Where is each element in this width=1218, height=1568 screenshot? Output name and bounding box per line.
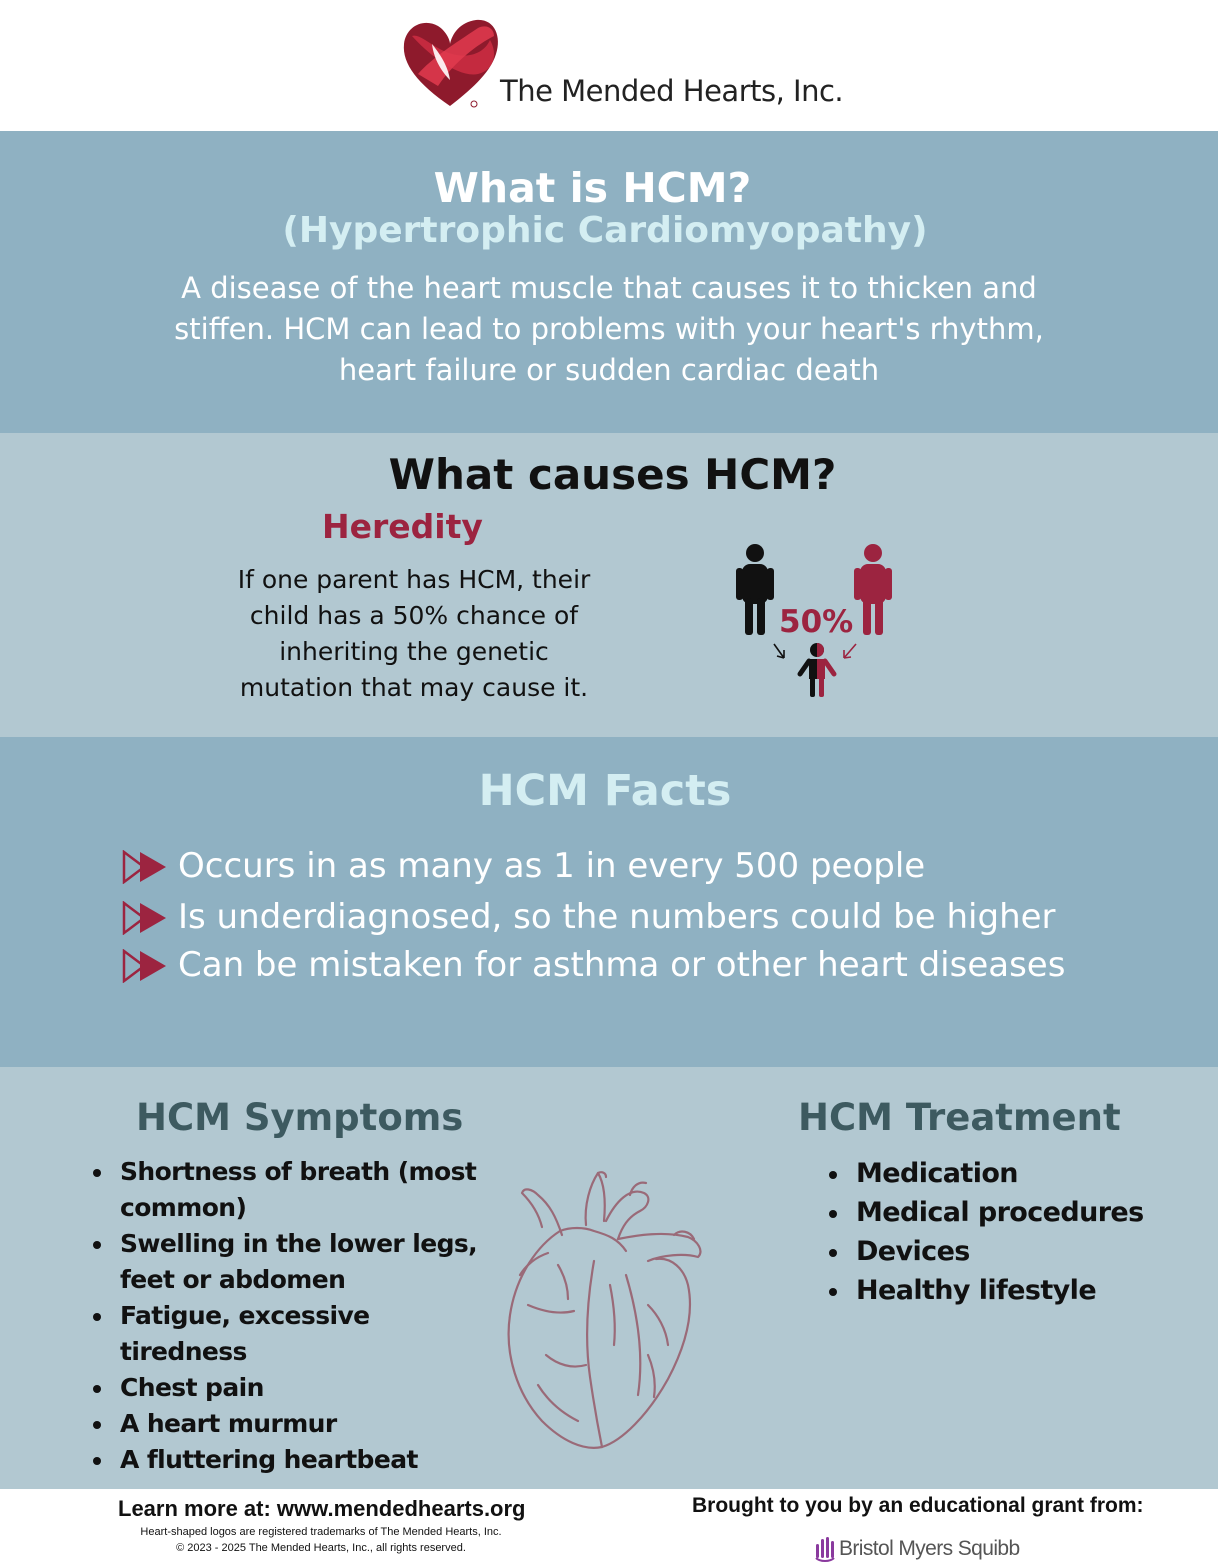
organization-name: The Mended Hearts, Inc. [500,74,844,108]
double-arrow-icon [122,850,168,884]
treatment-item: Healthy lifestyle [826,1271,1186,1310]
what-is-description: A disease of the heart muscle that causes it to thicken and stiffen. HCM can lead to problems with your heart's rhythm, heart failure or sudden cardiac death [174,271,1044,387]
what-is-title: What is HCM? [433,164,752,212]
copyright: © 2023 - 2025 The Mended Hearts, Inc., all rights reserved. [176,1542,466,1554]
facts-title: HCM Facts [478,766,732,816]
symptom-item: Fatigue, excessive tiredness [90,1298,490,1370]
fact-text: Occurs in as many as 1 in every 500 people [178,846,926,886]
treatment-title: HCM Treatment [798,1096,1121,1139]
what-is-subtitle: (Hypertrophic Cardiomyopathy) [282,210,928,251]
fact-text: Can be mistaken for asthma or other heart diseases [178,945,1066,985]
section-divider [0,729,1218,737]
symptom-item: A heart murmur [90,1406,490,1442]
treatment-item: Medical procedures [826,1193,1186,1232]
fact-text: Is underdiagnosed, so the numbers could be higher [178,897,1056,937]
causes-title: What causes HCM? [388,450,837,499]
sponsor-name: Bristol Myers Squibb [839,1537,1020,1560]
symptom-item: Chest pain [90,1370,490,1406]
treatment-item: Devices [826,1232,1186,1271]
bms-logo-icon [814,1536,836,1562]
fifty-percent-label: 50% [779,604,854,640]
parents-child-icon [730,540,900,705]
symptom-item: Shortness of breath (most common) [90,1154,490,1226]
symptoms-list [90,1154,490,1478]
heredity-text: If one parent has HCM, their child has a 50% chance of inheriting the genetic mutation that may cause it. [237,565,591,702]
heredity-title: Heredity [322,507,483,546]
symptom-item: Swelling in the lower legs, feet or abdomen [90,1226,490,1298]
learn-more-link[interactable]: Learn more at: www.mendedhearts.org [118,1496,526,1521]
treatment-list [826,1154,1186,1310]
grant-text: Brought to you by an educational grant from: [692,1494,1144,1517]
symptoms-title: HCM Symptoms [136,1096,464,1139]
double-arrow-icon [122,949,168,983]
treatment-item: Medication [826,1154,1186,1193]
trademark-note: Heart-shaped logos are registered trademarks of The Mended Hearts, Inc. [140,1526,502,1538]
heart-ribbon-logo-icon [398,14,504,110]
double-arrow-icon [122,901,168,935]
anatomical-heart-icon [498,1165,710,1455]
symptom-item: A fluttering heartbeat [90,1442,490,1478]
header [0,0,1218,131]
